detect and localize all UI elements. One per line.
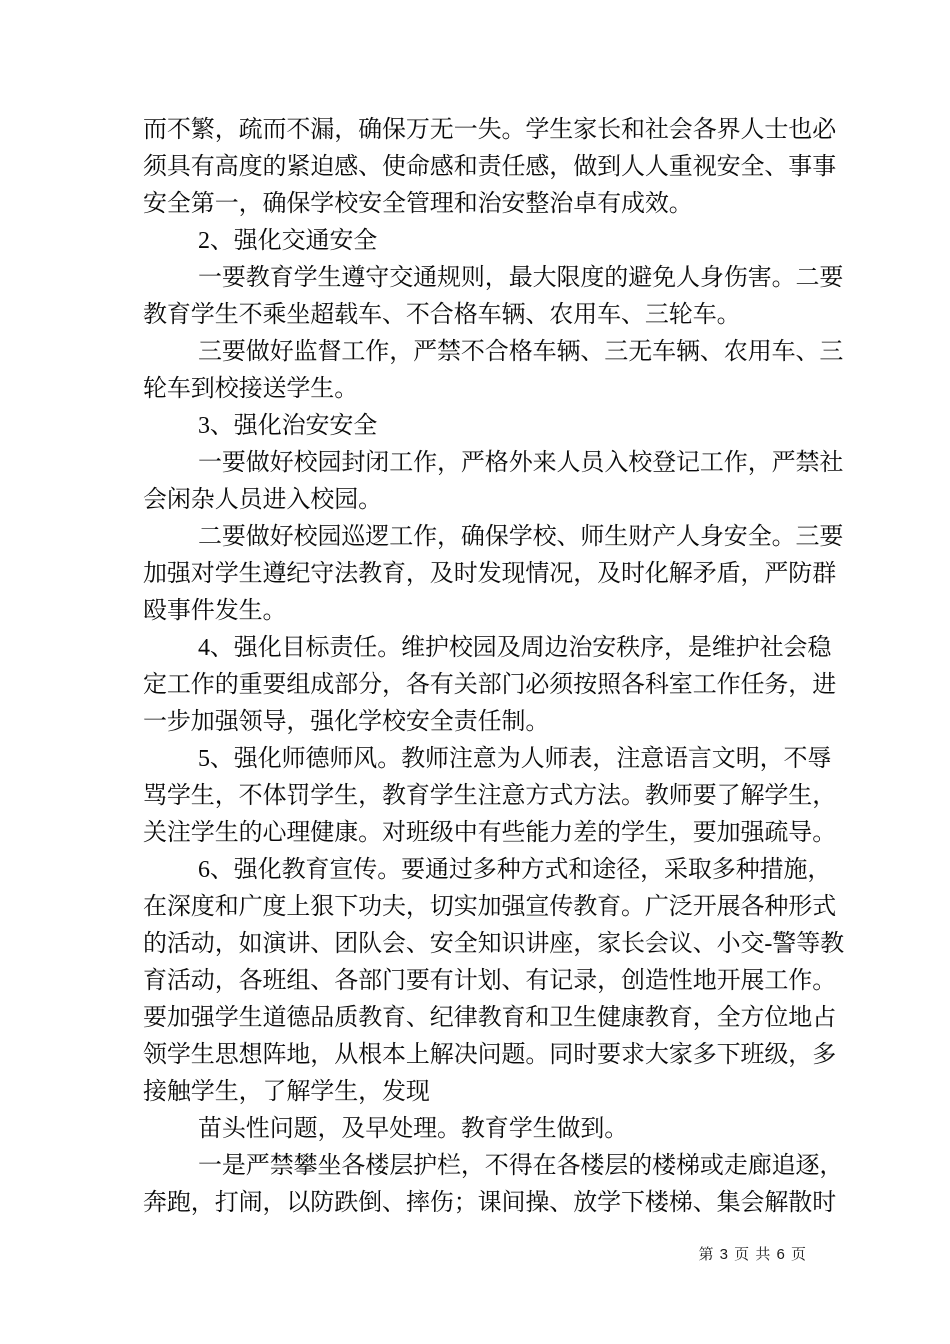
text-line: 的活动，如演讲、团队会、安全知识讲座，家长会议、小交-警等教	[143, 931, 844, 957]
page-number-label: 第 3 页 共 6 页	[698, 1246, 807, 1263]
text-line: 5、强化师德师风。教师注意为人师表，注意语言文明，不辱	[198, 746, 832, 772]
text-line: 4、强化目标责任。维护校园及周边治安秩序，是维护社会稳	[198, 635, 832, 661]
text-line: 教育学生不乘坐超载车、不合格车辆、农用车、三轮车。	[143, 302, 741, 328]
text-line: 三要做好监督工作，严禁不合格车辆、三无车辆、农用车、三	[198, 339, 844, 365]
text-line: 在深度和广度上狠下功夫，切实加强宣传教育。广泛开展各种形式	[143, 894, 837, 920]
text-line: 定工作的重要组成部分，各有关部门必须按照各科室工作任务，进	[143, 672, 837, 698]
text-line: 奔跑，打闹，以防跌倒、摔伤；课间操、放学下楼梯、集会解散时	[143, 1190, 837, 1216]
text-line: 轮车到校接送学生。	[143, 376, 359, 402]
text-line: 二要做好校园巡逻工作，确保学校、师生财产人身安全。三要	[198, 524, 844, 550]
text-body	[143, 112, 847, 1222]
text-line: 而不繁，疏而不漏，确保万无一失。学生家长和社会各界人士也必	[143, 117, 837, 143]
text-line: 骂学生，不体罚学生，教育学生注意方式方法。教师要了解学生，	[143, 783, 837, 809]
text-line: 一要教育学生遵守交通规则，最大限度的避免人身伤害。二要	[198, 265, 844, 291]
text-line: 3、强化治安安全	[198, 413, 378, 439]
text-line: 须具有高度的紧迫感、使命感和责任感，做到人人重视安全、事事	[143, 154, 837, 180]
text-line: 殴事件发生。	[143, 598, 287, 624]
text-line: 会闲杂人员进入校园。	[143, 487, 382, 513]
text-line: 2、强化交通安全	[198, 228, 378, 254]
page-footer	[0, 1243, 807, 1264]
text-line: 接触学生，了解学生，发现	[143, 1079, 430, 1105]
text-line: 要加强学生道德品质教育、纪律教育和卫生健康教育，全方位地占	[143, 1005, 837, 1031]
text-line: 关注学生的心理健康。对班级中有些能力差的学生，要加强疏导。	[143, 820, 837, 846]
text-line: 6、强化教育宣传。要通过多种方式和途径，采取多种措施，	[198, 857, 832, 883]
text-line: 一要做好校园封闭工作，严格外来人员入校登记工作，严禁社	[198, 450, 844, 476]
text-line: 一步加强领导，强化学校安全责任制。	[143, 709, 550, 735]
text-line: 安全第一，确保学校安全管理和治安整治卓有成效。	[143, 191, 693, 217]
text-line: 加强对学生遵纪守法教育，及时发现情况，及时化解矛盾，严防群	[143, 561, 837, 587]
text-line: 领学生思想阵地，从根本上解决问题。同时要求大家多下班级，多	[143, 1042, 837, 1068]
text-line: 苗头性问题，及早处理。教育学生做到。	[198, 1116, 629, 1142]
text-line: 一是严禁攀坐各楼层护栏，不得在各楼层的楼梯或走廊追逐，	[198, 1153, 844, 1179]
text-line: 育活动，各班组、各部门要有计划、有记录，创造性地开展工作。	[143, 968, 837, 994]
